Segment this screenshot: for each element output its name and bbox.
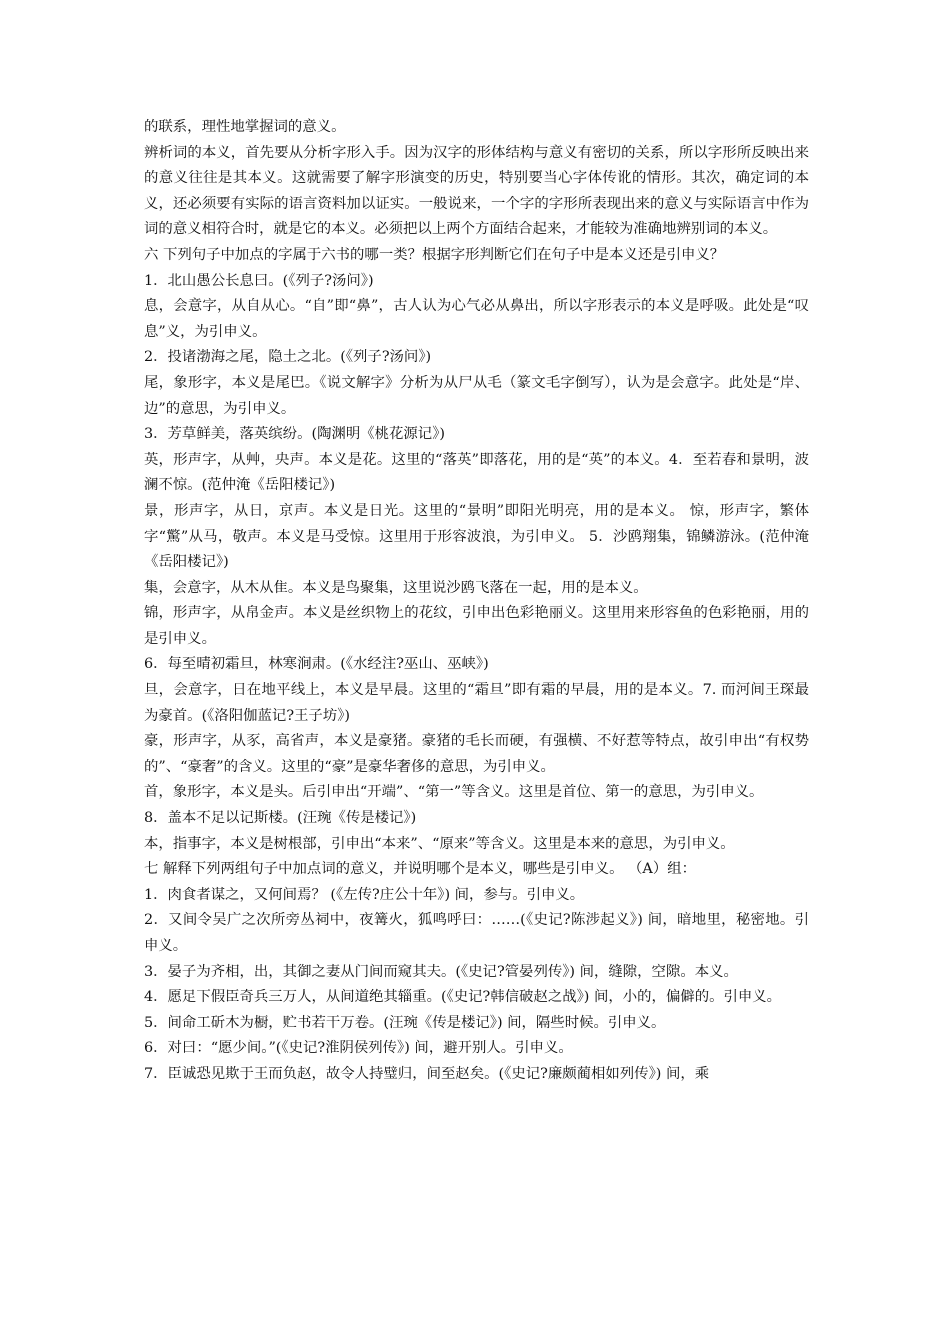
explanation: 尾，象形字，本义是尾巴。《说文解字》分析为从尸从毛（篆文毛字倒写），认为是会意字。此处是“岸、边”的意思，为引申义。: [144, 374, 809, 417]
explanation: 英，形声字，从艸，央声。本义是花。这里的“落英”即落花，用的是“英”的本义。4．至若春和景明，波澜不惊。(范仲淹《岳阳楼记》): [144, 451, 809, 494]
explanation: 本，指事字，本义是树根部，引申出“本来”、“原来”等含义。这里是本来的意思，为引申义。: [144, 835, 735, 852]
example-sentence: 2．又间令吴广之次所旁丛祠中，夜篝火，狐鸣呼曰：……(《史记?陈涉起义》) 间，暗地里，秘密地。引申义。: [144, 912, 809, 954]
explanation: 首，象形字，本义是头。后引申出“开端”、“第一”等含义。这里是首位、第一的意思，为引申义。: [144, 784, 764, 801]
paragraph: 的联系，理性地掌握词的意义。: [144, 119, 346, 135]
document-page: [144, 115, 809, 1088]
example-sentence: 5．间命工斫木为橱，贮书若干万卷。(汪琬《传是楼记》) 间，隔些时候。引申义。: [144, 1014, 666, 1031]
example-sentence: 4．愿足下假臣奇兵三万人，从间道绝其辎重。(《史记?韩信破赵之战》) 间，小的，偏僻的。引申义。: [144, 989, 782, 1006]
explanation: 豪，形声字，从豕，高省声，本义是豪猪。豪猪的毛长而硬，有强横、不好惹等特点，故引申出“有权势的”、“豪奢”的含义。这里的“豪”是豪华奢侈的意思，为引申义。: [144, 733, 809, 775]
example-sentence: 2．投诸渤海之尾，隐土之北。(《列子?汤问》): [144, 349, 432, 366]
example-sentence: 1．肉食者谋之，又何间焉？ (《左传?庄公十年》) 间，参与。引申义。: [144, 886, 585, 903]
explanation: 旦，会意字，日在地平线上，本义是早晨。这里的“霜旦”即有霜的早晨，用的是本义。7. 而河间王琛最为豪首。(《洛阳伽蓝记?王子坊》): [144, 682, 809, 724]
example-sentence: 6．每至晴初霜旦，林寒涧肃。(《水经注?巫山、巫峡》): [144, 656, 489, 673]
explanation: 锦，形声字，从帛金声。本义是丝织物上的花纹，引申出色彩艳丽义。这里用来形容鱼的色彩艳丽，用的是引申义。: [144, 605, 809, 647]
example-sentence: 3．晏子为齐相，出，其御之妻从门间而窥其夫。(《史记?管晏列传》) 间，缝隙，空隙。本义。: [144, 963, 738, 980]
example-sentence: 6．对曰：“愿少间。”(《史记?淮阴侯列传》) 间，避开别人。引申义。: [144, 1040, 573, 1057]
example-sentence: 1．北山愚公长息曰。(《列子?汤问》): [144, 272, 374, 289]
explanation: 息，会意字，从自从心。“自”即“鼻”，古人认为心气必从鼻出，所以字形表示的本义是呼吸。此处是“叹息”义，为引申义。: [144, 298, 809, 340]
section-heading: 六 下列句子中加点的字属于六书的哪一类？根据字形判断它们在句子中是本义还是引申义？: [144, 246, 725, 263]
example-sentence: 7．臣诚恐见欺于王而负赵，故令人持璧归，间至赵矣。(《史记?廉颇蔺相如列传》) 间，乘: [144, 1065, 710, 1082]
example-sentence: 3．芳草鲜美，落英缤纷。(陶渊明《桃花源记》): [144, 426, 445, 443]
paragraph: 辨析词的本义，首先要从分析字形入手。因为汉字的形体结构与意义有密切的关系，所以字形所反映出来的意义往往是其本义。这就需要了解字形演变的历史，特别要当心字体传讹的情形。其次，确定词的本义，还必须要有实际的语言资料加以证实。一般说来，一个字的字形所表现出来的意义与实际语言中作为词的意义相符合时，就是它的本义。必须把以上两个方面结合起来，才能较为准确地辨别词的本义。: [144, 144, 809, 238]
explanation: 景，形声字，从日，京声。本义是日光。这里的“景明”即阳光明亮，用的是本义。 惊，形声字，繁体字“驚”从马，敬声。本义是马受惊。这里用于形容波浪，为引申义。 5．沙鸥翔集，锦鳞游泳。(范仲淹《岳阳楼记》): [144, 502, 809, 571]
explanation: 集，会意字，从木从隹。本义是鸟聚集，这里说沙鸥飞落在一起，用的是本义。: [144, 579, 648, 596]
example-sentence: 8．盖本不足以记斯楼。(汪琬《传是楼记》): [144, 810, 417, 827]
section-heading: 七 解释下列两组句子中加点词的意义，并说明哪个是本义，哪些是引申义。 （A）组：: [144, 861, 696, 878]
